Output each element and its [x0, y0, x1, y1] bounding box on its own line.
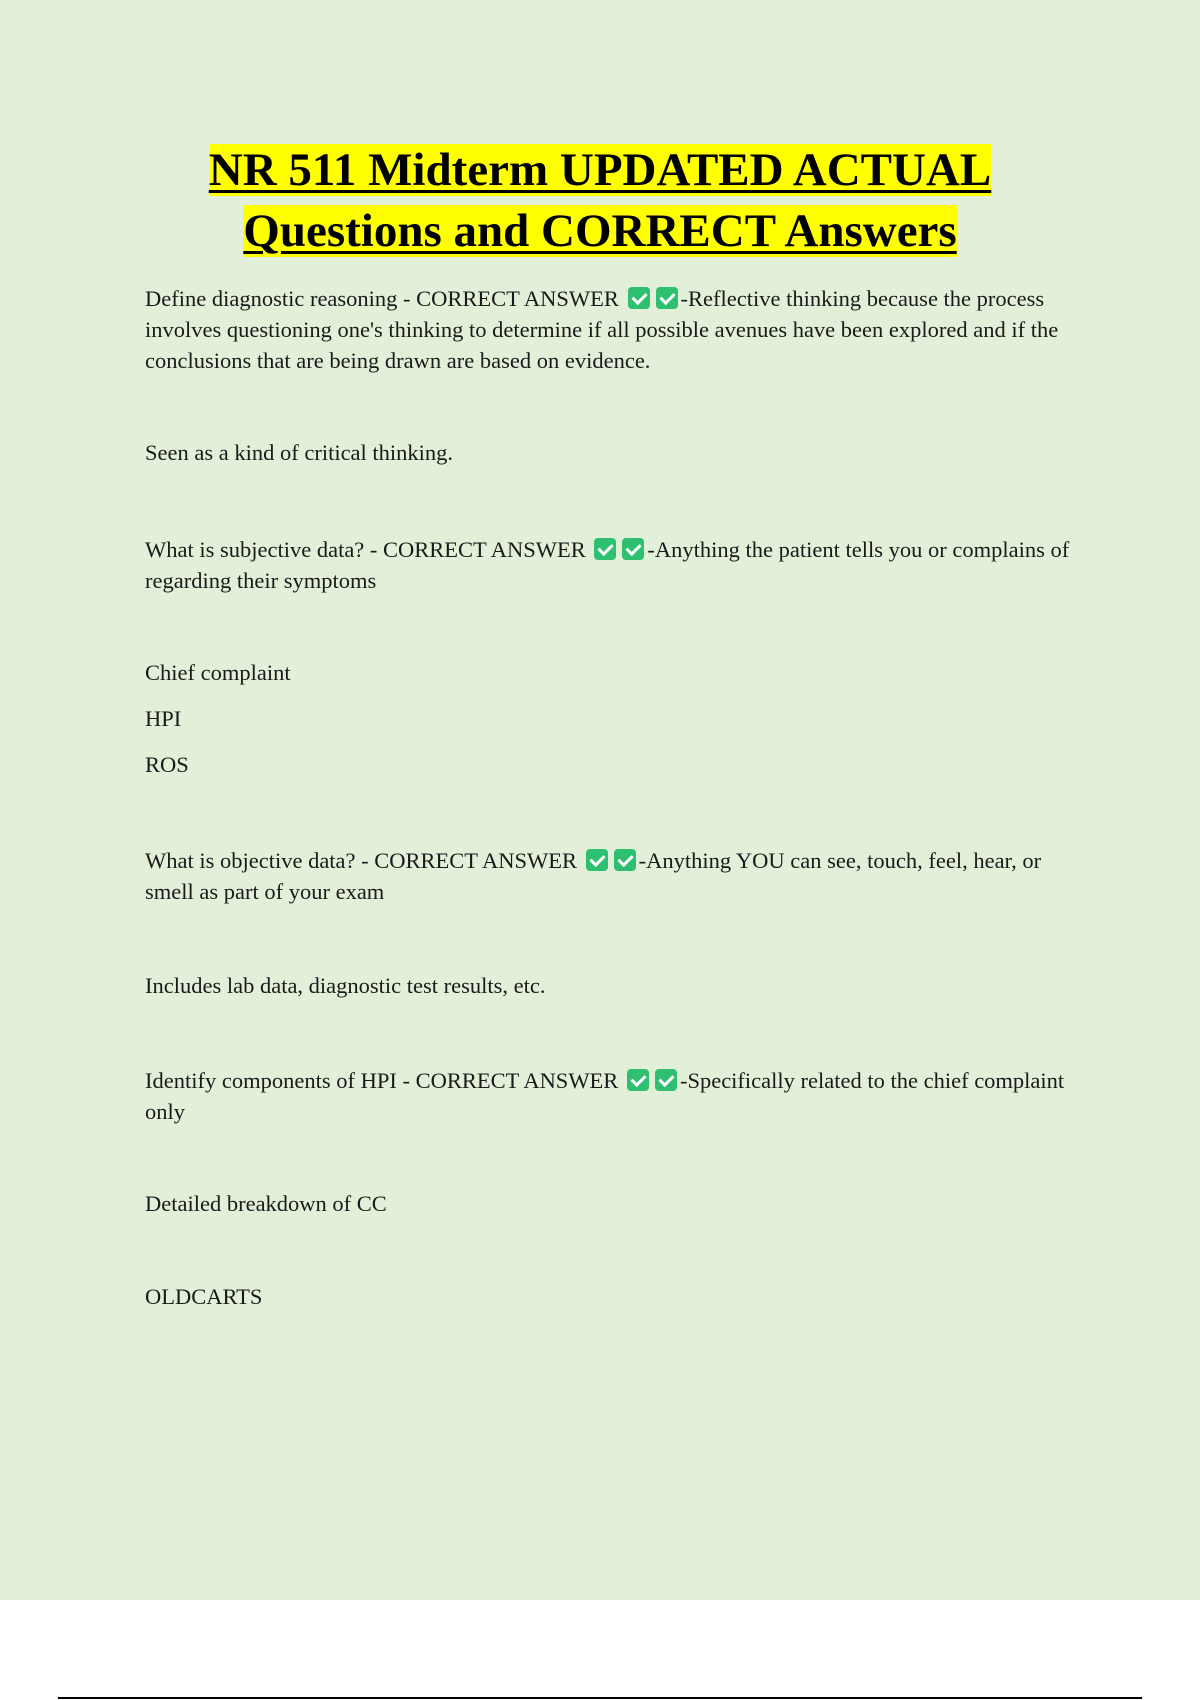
question-text: Define diagnostic reasoning - CORRECT ANSWER — [145, 286, 619, 311]
qa-item-hpi-components — [145, 1065, 1095, 1127]
note-chief-complaint: Chief complaint — [145, 660, 291, 685]
check-mark-icon — [622, 538, 644, 560]
check-mark-icon — [594, 538, 616, 560]
title-line-2: Questions and CORRECT Answers — [243, 205, 957, 257]
answer-text: -Specifically related to the chief complaint only — [145, 1068, 1065, 1124]
answer-text: -Anything YOU can see, touch, feel, hear, or smell as part of your exam — [145, 848, 1042, 904]
check-mark-icon — [586, 849, 608, 871]
footer-divider — [58, 1697, 1142, 1699]
question-text: Identify components of HPI - CORRECT ANSWER — [145, 1068, 619, 1093]
answer-text: -Anything the patient tells you or complains of regarding their symptoms — [145, 537, 1070, 593]
qa-item-diagnostic-reasoning — [145, 283, 1095, 376]
check-mark-icon — [628, 287, 650, 309]
note-oldcarts: OLDCARTS — [145, 1284, 263, 1309]
check-mark-icon — [627, 1069, 649, 1091]
question-text: What is subjective data? - CORRECT ANSWER — [145, 537, 586, 562]
check-mark-icon — [614, 849, 636, 871]
qa-item-objective-data — [145, 845, 1095, 907]
note-lab-data: Includes lab data, diagnostic test results, etc. — [145, 973, 546, 998]
qa-item-subjective-data — [145, 534, 1095, 596]
document-title — [0, 140, 1200, 262]
note-ros: ROS — [145, 752, 189, 777]
note-hpi: HPI — [145, 706, 182, 731]
note-critical-thinking: Seen as a kind of critical thinking. — [145, 440, 454, 465]
title-line-1: NR 511 Midterm UPDATED ACTUAL — [208, 144, 992, 196]
check-mark-icon — [656, 287, 678, 309]
answer-text: -Reflective thinking because the process involves questioning one's thinking to determine if all possible avenues have been explored and if the conclusions that are being drawn are based on evidence. — [145, 286, 1059, 373]
note-cc-breakdown: Detailed breakdown of CC — [145, 1191, 387, 1216]
question-text: What is objective data? - CORRECT ANSWER — [145, 848, 578, 873]
check-mark-icon — [655, 1069, 677, 1091]
